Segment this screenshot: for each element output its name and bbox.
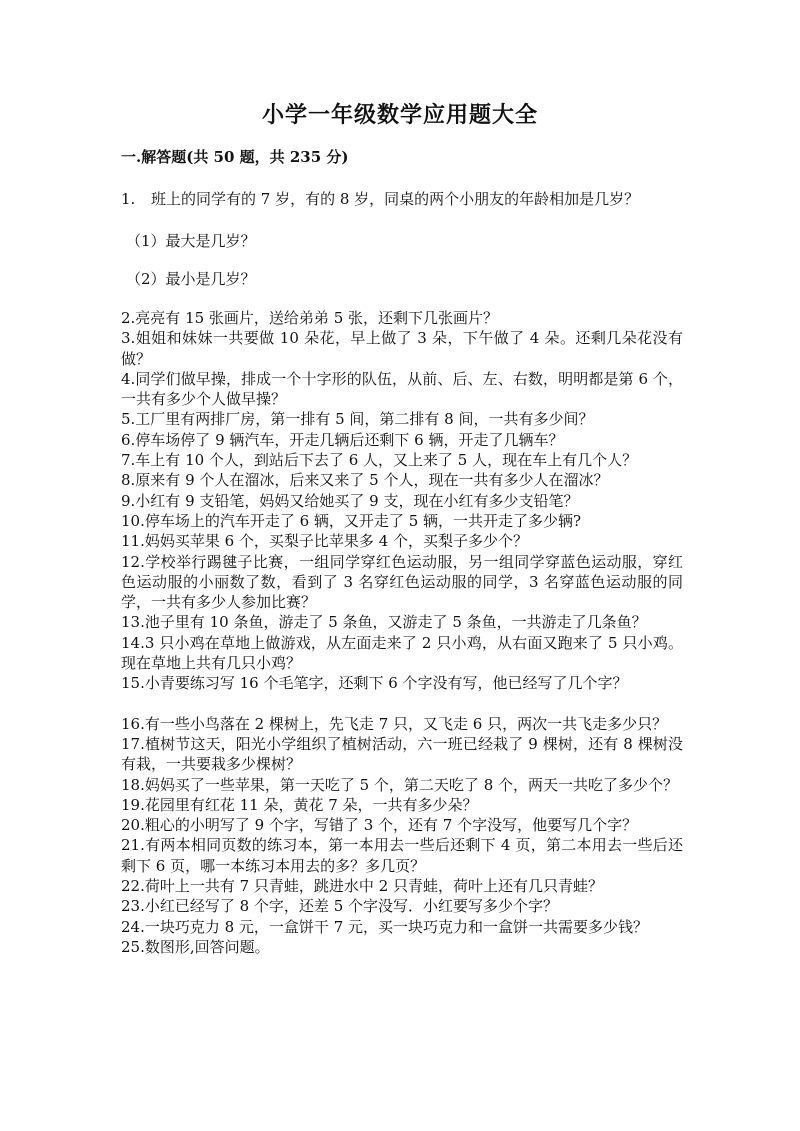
page-title: 小学一年级数学应用题大全 xyxy=(261,102,538,128)
question-item: 25.数图形,回答问题。 xyxy=(121,937,270,956)
question-item: 14.3 只小鸡在草地上做游戏，从左面走来了 2 只小鸡，从右面又跑来了 5 只小鸡。现在草地上共有几只小鸡？ xyxy=(121,633,683,673)
question-item: 3.姐姐和妹妹一共要做 10 朵花，早上做了 3 朵，下午做了 4 朵。还剩几朵花没有做？ xyxy=(121,329,683,368)
section-heading: 一.解答题(共 50 题，共 235 分) xyxy=(121,148,349,166)
question-item: 8.原来有 9 个人在溜冰，后来又来了 5 个人，现在一共有多少人在溜冰？ xyxy=(121,471,609,490)
question-item: 22.荷叶上一共有 7 只青蛙，跳进水中 2 只青蛙，荷叶上还有几只青蛙？ xyxy=(121,877,604,896)
question-item: 7.车上有 10 个人，到站后下去了 6 人，又上来了 5 人，现在车上有几个人？ xyxy=(121,451,638,470)
question-item: 20.粗心的小明写了 9 个字，写错了 3 个，还有 7 个字没写，他要写几个字？ xyxy=(121,816,638,835)
question-item: 18.妈妈买了一些苹果，第一天吃了 5 个，第二天吃了 8 个，两天一共吃了多少个？ xyxy=(121,775,679,794)
question-1-text: 班上的同学有的 7 岁，有的 8 岁，同桌的两个小朋友的年龄相加是几岁？ xyxy=(151,190,640,208)
question-item: 16.有一些小鸟落在 2 棵树上，先飞走 7 只，又飞走 6 只，两次一共飞走多少只？ xyxy=(121,714,668,733)
question-item: 9.小红有 9 支铅笔，妈妈又给她买了 9 支，现在小红有多少支铅笔？ xyxy=(121,491,579,510)
question-item: 21.有两本相同页数的练习本，第一本用去一些后还剩下 4 页，第二本用去一些后还剩下 6 页，哪一本练习本用去的多？多几页？ xyxy=(121,836,683,875)
question-item: 10.停车场上的汽车开走了 6 辆，又开走了 5 辆，一共开走了多少辆? xyxy=(121,511,582,530)
question-1-number: 1. xyxy=(121,190,136,208)
question-item: 11.妈妈买苹果 6 个，买梨子比苹果多 4 个，买梨子多少个？ xyxy=(121,532,529,551)
question-item: 12.学校举行踢毽子比赛，一组同学穿红色运动服，另一组同学穿蓝色运动服，穿红色运动服的小丽数了数，看到了 3 名穿红色运动服的同学，3 名穿蓝色运动服的同学，一共有多少人参加比赛？ xyxy=(121,552,683,612)
question-item: 5.工厂里有两排厂房，第一排有 5 间，第二排有 8 间，一共有多少间？ xyxy=(121,410,594,429)
question-item: 13.池子里有 10 条鱼，游走了 5 条鱼，又游走了 5 条鱼，一共游走了几条鱼？ xyxy=(121,613,647,632)
question-item: 2.亮亮有 15 张画片，送给弟弟 5 张，还剩下几张画片？ xyxy=(121,309,499,327)
question-item: 23.小红已经写了 8 个字，还差 5 个字没写．小红要写多少个字？ xyxy=(121,897,559,916)
question-1-sub-2: （2）最小是几岁？ xyxy=(126,270,256,288)
question-item: 19.花园里有红花 11 朵，黄花 7 朵，一共有多少朵？ xyxy=(121,795,478,814)
question-list xyxy=(121,308,683,957)
question-1-sub-1: （1）最大是几岁？ xyxy=(126,232,256,250)
question-item: 4.同学们做早操，排成一个十字形的队伍，从前、后、左、右数，明明都是第 6 个，一共有多少个人做早操？ xyxy=(121,369,683,409)
question-1 xyxy=(121,188,691,209)
question-item: 24.一块巧克力 8 元，一盒饼干 7 元，买一块巧克力和一盒饼一共需要多少钱？ xyxy=(121,917,649,936)
question-item: 15.小青要练习写 16 个毛笔字，还剩下 6 个字没有写，他已经写了几个字？ xyxy=(121,674,628,693)
question-item: 17.植树节这天，阳光小学组织了植树活动，六一班已经栽了 9 棵树，还有 8 棵树没有栽，一共要栽多少棵树？ xyxy=(121,734,683,774)
question-item: 6.停车场停了 9 辆汽车，开走几辆后还剩下 6 辆，开走了几辆车？ xyxy=(121,430,564,449)
